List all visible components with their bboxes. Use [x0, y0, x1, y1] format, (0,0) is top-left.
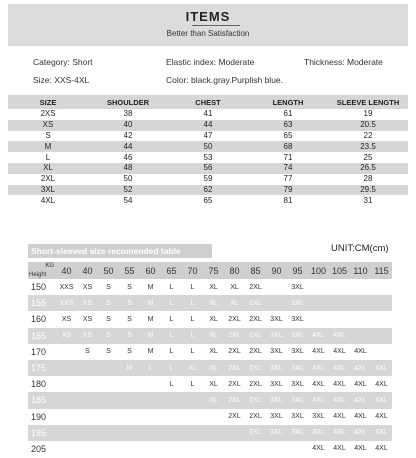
size-cell	[203, 441, 224, 457]
table-row	[8, 141, 408, 152]
size-cell	[182, 441, 203, 457]
size-cell	[245, 441, 266, 457]
size-cell: XS	[77, 328, 98, 344]
recommend-table	[28, 262, 392, 457]
height-cell: 195	[28, 425, 56, 441]
size-cell: 3XL	[312, 413, 325, 421]
size-cell: XL	[203, 392, 224, 408]
col-sleeve-header: SLEEVE LENGTH	[328, 95, 408, 109]
size-cell: S	[98, 328, 119, 344]
weight-header-cell: 65	[161, 262, 182, 279]
size-cell: S	[127, 315, 132, 323]
size-cell: XS	[82, 315, 93, 323]
size-cell	[329, 279, 350, 295]
info-elastic: Elastic index: Moderate	[166, 57, 255, 67]
table-cell: 56	[168, 163, 248, 174]
col-size-header: SIZE	[8, 95, 88, 109]
size-cell: 4XL	[329, 392, 350, 408]
size-cell: L	[169, 315, 174, 323]
height-cell: 160	[31, 314, 47, 325]
table-cell: 62	[168, 185, 248, 196]
size-cell: 2XL	[228, 315, 241, 323]
height-cell: 170	[31, 346, 47, 357]
height-cell: 185	[28, 392, 56, 408]
size-cell	[350, 311, 371, 327]
size-cell	[77, 392, 98, 408]
size-cell: 4XL	[354, 348, 367, 356]
size-cell: 2XL	[245, 425, 266, 441]
size-cell	[350, 295, 371, 311]
size-cell	[308, 295, 329, 311]
size-cell: XL	[203, 328, 224, 344]
size-cell	[98, 441, 119, 457]
size-cell	[161, 441, 182, 457]
table-cell: 48	[88, 163, 168, 174]
info-thickness: Thickness: Moderate	[304, 57, 383, 67]
size-cell	[203, 425, 224, 441]
height-cell: 175	[28, 360, 56, 376]
recommend-table-title: Short-sleeved size recomended table	[28, 244, 212, 258]
size-cell: XL	[209, 380, 218, 388]
size-cell: L	[161, 295, 182, 311]
size-cell	[287, 441, 308, 457]
table-cell: 81	[283, 195, 293, 205]
table-cell: 2XL	[40, 174, 56, 184]
size-cell	[77, 425, 98, 441]
weight-header-cell: 55	[119, 262, 140, 279]
col-length-header: LENGTH	[248, 95, 328, 109]
weight-header-cell: 40	[56, 262, 77, 279]
unit-label: UNIT:CM(cm)	[331, 243, 389, 254]
table-cell: 77	[283, 174, 293, 184]
col-shoulder-header: SHOULDER	[88, 95, 168, 109]
size-cell: L	[169, 380, 174, 388]
size-cell	[308, 279, 329, 295]
table-cell: 65	[283, 130, 293, 140]
size-cell: 4XL	[312, 380, 325, 388]
size-cell: M	[140, 295, 161, 311]
size-cell: XS	[77, 295, 98, 311]
size-cell	[56, 344, 77, 360]
size-cell: 4XL	[333, 348, 346, 356]
size-cell: XL	[182, 360, 203, 376]
size-cell	[56, 376, 77, 392]
size-cell: 4XL	[333, 445, 346, 453]
table-cell: 28	[363, 174, 373, 184]
info-category: Category: Short	[33, 57, 93, 67]
size-cell	[56, 425, 77, 441]
size-cell	[77, 376, 98, 392]
size-cell: XL	[230, 283, 239, 291]
size-cell: XL	[203, 360, 224, 376]
height-cell: 150	[31, 282, 47, 293]
table-row	[28, 425, 392, 441]
size-cell: 2XL	[245, 392, 266, 408]
size-cell	[77, 409, 98, 425]
size-cell	[224, 441, 245, 457]
table-row	[8, 120, 408, 131]
table-cell: 68	[248, 141, 328, 152]
size-cell: 3XL	[291, 315, 304, 323]
size-cell: 4XL	[308, 360, 329, 376]
table-cell: 29.5	[328, 185, 408, 196]
size-cell: 3XL	[266, 425, 287, 441]
size-cell	[98, 425, 119, 441]
size-cell: 2XL	[245, 360, 266, 376]
size-cell	[56, 360, 77, 376]
size-cell	[98, 360, 119, 376]
size-cell: 4XL	[333, 413, 346, 421]
size-cell	[119, 425, 140, 441]
table-cell: 46	[123, 152, 133, 162]
size-cell: M	[147, 348, 154, 356]
size-cell: L	[190, 283, 195, 291]
size-cell: XL	[209, 315, 218, 323]
size-cell: XS	[61, 315, 72, 323]
size-cell: L	[190, 348, 195, 356]
weight-header-row	[28, 262, 392, 279]
size-cell: S	[119, 328, 140, 344]
size-cell	[161, 409, 182, 425]
height-cell: 180	[31, 379, 47, 390]
weight-header-cell: 95	[287, 262, 308, 279]
table-row	[8, 109, 408, 120]
size-cell: XXS	[59, 283, 74, 291]
size-cell: S	[127, 348, 132, 356]
size-cell	[56, 392, 77, 408]
size-cell: 4XL	[329, 328, 350, 344]
table-row	[8, 163, 408, 174]
table-row	[8, 185, 408, 196]
table-row	[28, 360, 392, 376]
size-cell	[140, 392, 161, 408]
size-cell: 3XL	[287, 392, 308, 408]
size-cell: 4XL	[354, 413, 367, 421]
height-cell: 165	[28, 328, 56, 344]
table-cell: 19	[363, 109, 373, 119]
size-cell: M	[147, 283, 154, 291]
size-cell	[182, 425, 203, 441]
size-cell	[182, 392, 203, 408]
table-cell: 47	[203, 130, 213, 140]
title-underline	[192, 25, 240, 26]
size-cell: 4XL	[308, 328, 329, 344]
size-cell	[161, 425, 182, 441]
kg-label: KG	[45, 263, 54, 269]
table-cell: 74	[248, 163, 328, 174]
size-cell: 2XL	[228, 380, 241, 388]
size-cell	[161, 392, 182, 408]
table-cell: 25	[363, 152, 373, 162]
size-cell	[56, 409, 77, 425]
table-row	[28, 392, 392, 408]
size-cell: 4XL	[375, 380, 388, 388]
table-row	[8, 174, 408, 185]
table-cell: 4XL	[40, 195, 56, 205]
table-cell: S	[45, 130, 51, 140]
size-cell: 4XL	[375, 445, 388, 453]
page-subtitle: Better than Satisfaction	[166, 29, 250, 38]
size-cell	[371, 328, 392, 344]
size-cell: 3XL	[266, 392, 287, 408]
size-cell: 4XL	[350, 392, 371, 408]
table-row	[28, 441, 392, 457]
table-cell: 3XL	[8, 185, 88, 196]
size-cell: 2XL	[245, 295, 266, 311]
height-label: Height	[29, 272, 47, 278]
size-cell: 4XL	[333, 380, 346, 388]
weight-header-cell: 60	[140, 262, 161, 279]
size-cell: 3XL	[287, 295, 308, 311]
weight-header-cell: 105	[329, 262, 350, 279]
table-cell: 38	[123, 109, 133, 119]
size-cell: L	[169, 283, 174, 291]
size-cell: 4XL	[350, 425, 371, 441]
size-cell: 2XL	[228, 348, 241, 356]
size-cell	[350, 279, 371, 295]
table-cell: 22	[363, 130, 373, 140]
table-cell: 54	[123, 195, 133, 205]
info-color: Color: black.gray.Purplish blue.	[166, 75, 284, 85]
size-cell: 3XL	[287, 328, 308, 344]
corner-header	[28, 262, 56, 279]
size-cell: S	[106, 315, 111, 323]
table-cell: 20.5	[328, 120, 408, 131]
size-cell: 2XL	[245, 328, 266, 344]
table-cell: 61	[283, 109, 293, 119]
table-cell: M	[8, 141, 88, 152]
col-chest-header: CHEST	[168, 95, 248, 109]
table-cell: 31	[363, 195, 373, 205]
size-cell	[140, 409, 161, 425]
table-cell: 59	[203, 174, 213, 184]
size-cell	[119, 409, 140, 425]
table-row	[8, 152, 408, 163]
weight-header-cell: 70	[182, 262, 203, 279]
table-row	[28, 344, 392, 360]
size-cell: XL	[209, 283, 218, 291]
size-cell: 2XL	[224, 360, 245, 376]
weight-header-cell: 110	[350, 262, 371, 279]
size-cell: S	[85, 348, 90, 356]
table-cell: 2XS	[40, 109, 56, 119]
size-cell: 2XL	[249, 413, 262, 421]
size-cell	[140, 441, 161, 457]
size-cell: 3XL	[270, 348, 283, 356]
weight-header-cell: 40	[77, 262, 98, 279]
table-cell: 23.5	[328, 141, 408, 152]
size-cell: XXS	[56, 295, 77, 311]
size-cell: S	[106, 348, 111, 356]
size-cell	[371, 311, 392, 327]
size-cell: M	[147, 315, 154, 323]
table-cell: 40	[88, 120, 168, 131]
measurement-header-row	[8, 95, 408, 109]
size-cell: XS	[82, 283, 93, 291]
table-row	[28, 409, 392, 425]
size-cell: 2XL	[249, 380, 262, 388]
size-cell: M	[119, 360, 140, 376]
size-cell: 4XL	[371, 360, 392, 376]
size-cell	[266, 279, 287, 295]
size-cell: 4XL	[329, 360, 350, 376]
size-cell: 3XL	[291, 413, 304, 421]
size-cell: S	[119, 295, 140, 311]
table-cell: XL	[8, 163, 88, 174]
size-cell: L	[190, 380, 195, 388]
header-banner	[8, 4, 408, 46]
size-cell	[329, 295, 350, 311]
size-cell: L	[169, 348, 174, 356]
size-cell	[329, 311, 350, 327]
table-cell: 71	[283, 152, 293, 162]
size-cell: 2XL	[249, 348, 262, 356]
size-cell: M	[140, 328, 161, 344]
table-cell: 41	[203, 109, 213, 119]
table-cell: 44	[168, 120, 248, 131]
size-cell: L	[161, 328, 182, 344]
table-cell: XS	[8, 120, 88, 131]
size-cell: XL	[224, 295, 245, 311]
size-cell	[224, 425, 245, 441]
size-cell: 2XL	[224, 392, 245, 408]
size-cell: 2XL	[249, 315, 262, 323]
size-cell: 4XL	[354, 380, 367, 388]
measurement-table	[8, 95, 408, 206]
page-title: ITEMS	[185, 9, 231, 24]
size-cell: 3XL	[270, 413, 283, 421]
size-cell	[140, 425, 161, 441]
size-cell: XL	[209, 348, 218, 356]
size-cell	[98, 376, 119, 392]
size-cell: 4XL	[354, 445, 367, 453]
size-cell: 3XL	[287, 425, 308, 441]
size-cell: XS	[56, 328, 77, 344]
table-cell: 52	[88, 185, 168, 196]
weight-header-cell: 50	[98, 262, 119, 279]
size-cell: XL	[203, 295, 224, 311]
size-cell: 3XL	[291, 348, 304, 356]
size-cell: L	[182, 295, 203, 311]
size-cell	[371, 295, 392, 311]
height-cell: 190	[31, 411, 47, 422]
size-cell	[350, 328, 371, 344]
size-cell	[98, 409, 119, 425]
size-cell	[119, 392, 140, 408]
weight-header-cell: 115	[371, 262, 392, 279]
table-row	[28, 376, 392, 392]
table-row	[28, 328, 392, 344]
size-cell: L	[182, 328, 203, 344]
table-cell: 63	[248, 120, 328, 131]
size-cell: 2XL	[249, 283, 262, 291]
table-cell: 79	[248, 185, 328, 196]
size-cell: 4XL	[375, 413, 388, 421]
size-cell: 3XL	[266, 328, 287, 344]
size-cell	[119, 376, 140, 392]
size-cell	[56, 441, 77, 457]
table-row	[28, 311, 392, 327]
info-size: Size: XXS-4XL	[33, 75, 90, 85]
size-cell: S	[98, 295, 119, 311]
weight-header-cell: 85	[245, 262, 266, 279]
size-cell: 4XL	[371, 392, 392, 408]
table-cell: 50	[123, 174, 133, 184]
table-cell: 65	[203, 195, 213, 205]
size-cell: 3XL	[308, 425, 329, 441]
size-cell: 4XL	[329, 425, 350, 441]
table-row	[8, 131, 408, 142]
table-cell: L	[45, 152, 51, 162]
weight-header-cell: 90	[266, 262, 287, 279]
size-cell: 4XL	[350, 360, 371, 376]
size-cell: L	[140, 360, 161, 376]
weight-header-cell: 100	[308, 262, 329, 279]
height-cell: 205	[31, 443, 47, 454]
size-cell: 4XL	[371, 425, 392, 441]
table-cell: 42	[123, 130, 133, 140]
size-cell	[140, 376, 161, 392]
table-row	[28, 279, 392, 295]
size-cell: 4XL	[312, 348, 325, 356]
size-cell: 3XL	[291, 380, 304, 388]
table-cell: 53	[203, 152, 213, 162]
size-cell: 3XL	[266, 360, 287, 376]
size-cell: L	[161, 360, 182, 376]
size-cell: S	[127, 283, 132, 291]
size-cell	[308, 311, 329, 327]
weight-header-cell: 80	[224, 262, 245, 279]
size-cell	[266, 441, 287, 457]
size-cell: 2XL	[224, 328, 245, 344]
table-cell: 50	[168, 141, 248, 152]
table-row	[28, 295, 392, 311]
size-cell	[266, 295, 287, 311]
size-cell	[182, 409, 203, 425]
height-cell: 155	[28, 295, 56, 311]
size-cell	[371, 344, 392, 360]
size-cell: L	[190, 315, 195, 323]
size-cell: 3XL	[291, 283, 304, 291]
size-cell	[371, 279, 392, 295]
size-cell	[77, 441, 98, 457]
size-cell: 3XL	[270, 380, 283, 388]
table-row	[8, 195, 408, 206]
weight-header-cell: 75	[203, 262, 224, 279]
size-cell: 4XL	[312, 445, 325, 453]
size-cell: 2XL	[228, 413, 241, 421]
size-cell: 4XL	[308, 392, 329, 408]
size-cell: 3XL	[287, 360, 308, 376]
size-cell: 3XL	[270, 315, 283, 323]
table-cell: 26.5	[328, 163, 408, 174]
table-cell: 44	[88, 141, 168, 152]
size-cell	[98, 392, 119, 408]
size-cell	[119, 441, 140, 457]
size-cell	[203, 409, 224, 425]
size-cell: S	[106, 283, 111, 291]
size-cell	[77, 360, 98, 376]
